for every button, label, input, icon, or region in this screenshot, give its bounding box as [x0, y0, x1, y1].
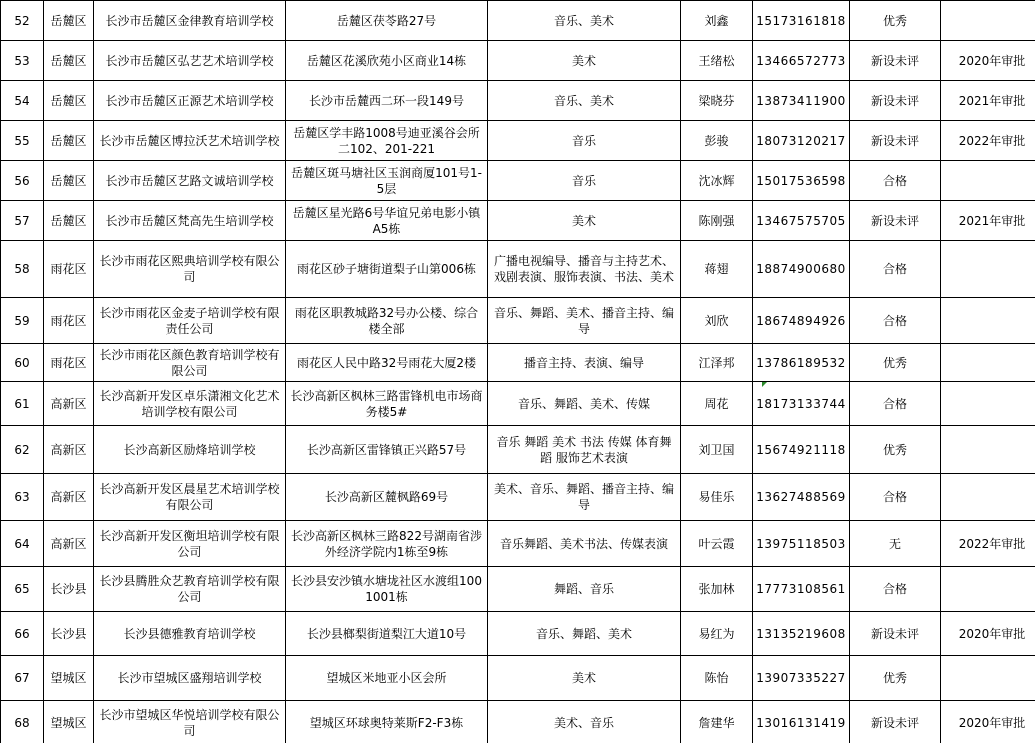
cell-contact: 陈刚强 [681, 201, 753, 241]
cell-subjects: 音乐 [488, 161, 681, 201]
cell-address: 长沙高新区枫林三路雷锋机电市场商务楼5# [286, 382, 488, 426]
cell-rating: 新设未评 [850, 201, 941, 241]
cell-rating: 优秀 [850, 426, 941, 474]
cell-school: 长沙市雨花区颜色教育培训学校有限公司 [94, 344, 286, 382]
table-row [1, 81, 1035, 121]
cell-contact: 张加林 [681, 567, 753, 612]
cell-note: 2020年审批 [941, 701, 1035, 743]
cell-school: 长沙市雨花区熙典培训学校有限公司 [94, 241, 286, 298]
cell-no: 68 [1, 701, 44, 743]
cell-no: 54 [1, 81, 44, 121]
cell-contact: 王绪松 [681, 41, 753, 81]
cell-school: 长沙市岳麓区博拉沃艺术培训学校 [94, 121, 286, 161]
cell-note [941, 1, 1035, 41]
cell-school: 长沙高新区励烽培训学校 [94, 426, 286, 474]
cell-contact: 周花 [681, 382, 753, 426]
cell-address: 长沙县榔梨街道梨江大道10号 [286, 612, 488, 656]
cell-address: 长沙高新区麓枫路69号 [286, 474, 488, 521]
table-row [1, 344, 1035, 382]
cell-note [941, 344, 1035, 382]
cell-subjects: 美术 [488, 41, 681, 81]
cell-subjects: 音乐 [488, 121, 681, 161]
cell-subjects: 美术 [488, 656, 681, 701]
cell-subjects: 音乐、舞蹈、美术 [488, 612, 681, 656]
table-row [1, 241, 1035, 298]
cell-phone: 13786189532 [753, 344, 850, 382]
cell-no: 56 [1, 161, 44, 201]
cell-district: 岳麓区 [44, 81, 94, 121]
cell-contact: 叶云霞 [681, 521, 753, 567]
cell-no: 58 [1, 241, 44, 298]
table-row [1, 1, 1035, 41]
cell-note [941, 474, 1035, 521]
cell-rating: 新设未评 [850, 41, 941, 81]
table-row [1, 426, 1035, 474]
cell-subjects: 播音主持、表演、编导 [488, 344, 681, 382]
cell-subjects: 广播电视编导、播音与主持艺术、戏剧表演、服饰表演、书法、美术 [488, 241, 681, 298]
cell-district: 岳麓区 [44, 201, 94, 241]
cell-district: 高新区 [44, 521, 94, 567]
cell-subjects: 音乐、舞蹈、美术、播音主持、编导 [488, 298, 681, 344]
cell-school: 长沙高新开发区晨星艺术培训学校有限公司 [94, 474, 286, 521]
cell-no: 52 [1, 1, 44, 41]
table-row [1, 567, 1035, 612]
cell-school: 长沙高新开发区卓乐潇湘文化艺术培训学校有限公司 [94, 382, 286, 426]
cell-phone: 13907335227 [753, 656, 850, 701]
cell-rating: 合格 [850, 298, 941, 344]
table-row [1, 382, 1035, 426]
cell-note [941, 567, 1035, 612]
cell-address: 雨花区职教城路32号办公楼、综合楼全部 [286, 298, 488, 344]
cell-district: 雨花区 [44, 298, 94, 344]
cell-note [941, 161, 1035, 201]
cell-contact: 刘鑫 [681, 1, 753, 41]
cell-district: 雨花区 [44, 241, 94, 298]
cell-rating: 合格 [850, 567, 941, 612]
table-row [1, 298, 1035, 344]
cell-district: 高新区 [44, 474, 94, 521]
cell-no: 55 [1, 121, 44, 161]
cell-phone: 15674921118 [753, 426, 850, 474]
cell-district: 雨花区 [44, 344, 94, 382]
cell-school: 长沙市岳麓区艺路文诚培训学校 [94, 161, 286, 201]
cell-rating: 合格 [850, 382, 941, 426]
cell-phone: 13135219608 [753, 612, 850, 656]
cell-rating: 合格 [850, 161, 941, 201]
cell-phone: 13975118503 [753, 521, 850, 567]
cell-school: 长沙市岳麓区梵高先生培训学校 [94, 201, 286, 241]
cell-no: 65 [1, 567, 44, 612]
cell-district: 望城区 [44, 701, 94, 743]
cell-district: 岳麓区 [44, 161, 94, 201]
cell-contact: 詹建华 [681, 701, 753, 743]
cell-phone: 15173161818 [753, 1, 850, 41]
cell-note [941, 382, 1035, 426]
cell-school: 长沙市岳麓区正源艺术培训学校 [94, 81, 286, 121]
table-row [1, 201, 1035, 241]
cell-no: 67 [1, 656, 44, 701]
cell-no: 66 [1, 612, 44, 656]
cell-note: 2021年审批 [941, 81, 1035, 121]
cell-note [941, 241, 1035, 298]
table-row [1, 161, 1035, 201]
cell-rating: 合格 [850, 474, 941, 521]
cell-contact: 易红为 [681, 612, 753, 656]
cell-address: 长沙高新区枫林三路822号湖南省涉外经济学院内1栋至9栋 [286, 521, 488, 567]
cell-school: 长沙县腾胜众艺教育培训学校有限公司 [94, 567, 286, 612]
cell-district: 望城区 [44, 656, 94, 701]
cell-district: 高新区 [44, 426, 94, 474]
cell-school: 长沙县德雅教育培训学校 [94, 612, 286, 656]
cell-no: 61 [1, 382, 44, 426]
cell-contact: 刘卫国 [681, 426, 753, 474]
cell-contact: 易佳乐 [681, 474, 753, 521]
cell-address: 雨花区人民中路32号雨花大厦2楼 [286, 344, 488, 382]
cell-subjects: 美术、音乐 [488, 701, 681, 743]
cell-contact: 刘欣 [681, 298, 753, 344]
cell-address: 长沙县安沙镇水塘垅社区水渡组1001001栋 [286, 567, 488, 612]
cell-contact: 蒋翅 [681, 241, 753, 298]
cell-district: 岳麓区 [44, 121, 94, 161]
cell-school: 长沙市望城区盛翔培训学校 [94, 656, 286, 701]
cell-rating: 新设未评 [850, 612, 941, 656]
cell-phone: 13016131419 [753, 701, 850, 743]
cell-address: 望城区环球奥特莱斯F2-F3栋 [286, 701, 488, 743]
cell-contact: 江泽邦 [681, 344, 753, 382]
cell-district: 长沙县 [44, 567, 94, 612]
cell-note: 2020年审批 [941, 41, 1035, 81]
table-row [1, 474, 1035, 521]
cell-no: 60 [1, 344, 44, 382]
cell-address: 雨花区砂子塘街道梨子山第006栋 [286, 241, 488, 298]
cell-contact: 陈怡 [681, 656, 753, 701]
cell-subjects: 音乐、舞蹈、美术、传媒 [488, 382, 681, 426]
cell-phone: 13467575705 [753, 201, 850, 241]
cell-subjects: 音乐 舞蹈 美术 书法 传媒 体育舞蹈 服饰艺术表演 [488, 426, 681, 474]
cell-school: 长沙市雨花区金麦子培训学校有限责任公司 [94, 298, 286, 344]
cell-no: 57 [1, 201, 44, 241]
cell-school: 长沙市望城区华悦培训学校有限公司 [94, 701, 286, 743]
cell-note [941, 426, 1035, 474]
cell-phone: 13466572773 [753, 41, 850, 81]
table-row [1, 41, 1035, 81]
table-row [1, 612, 1035, 656]
table-row [1, 521, 1035, 567]
cell-address: 岳麓区茯苓路27号 [286, 1, 488, 41]
cell-rating: 优秀 [850, 344, 941, 382]
cell-phone: 18874900680 [753, 241, 850, 298]
cell-address: 岳麓区学丰路1008号迪亚溪谷会所二102、201-221 [286, 121, 488, 161]
cell-rating: 新设未评 [850, 81, 941, 121]
cell-note: 2022年审批 [941, 121, 1035, 161]
cell-rating: 优秀 [850, 656, 941, 701]
cell-address: 长沙市岳麓西二环一段149号 [286, 81, 488, 121]
cell-address: 岳麓区星光路6号华谊兄弟电影小镇A5栋 [286, 201, 488, 241]
cell-no: 59 [1, 298, 44, 344]
cell-phone: 13873411900 [753, 81, 850, 121]
cell-note: 2020年审批 [941, 612, 1035, 656]
cell-note [941, 656, 1035, 701]
table-row [1, 656, 1035, 701]
table-body [1, 1, 1035, 743]
cell-phone: 17773108561 [753, 567, 850, 612]
cell-address: 岳麓区花溪欣苑小区商业14栋 [286, 41, 488, 81]
cell-phone: 15017536598 [753, 161, 850, 201]
cell-subjects: 美术、音乐、舞蹈、播音主持、编导 [488, 474, 681, 521]
cell-rating: 优秀 [850, 1, 941, 41]
cell-phone: 18073120217 [753, 121, 850, 161]
cell-no: 62 [1, 426, 44, 474]
cell-no: 64 [1, 521, 44, 567]
cell-phone: 18173133744 [753, 382, 850, 426]
cell-school: 长沙高新开发区衡坦培训学校有限公司 [94, 521, 286, 567]
cell-subjects: 音乐舞蹈、美术书法、传媒表演 [488, 521, 681, 567]
cell-district: 高新区 [44, 382, 94, 426]
cell-contact: 梁晓芬 [681, 81, 753, 121]
cell-subjects: 音乐、美术 [488, 81, 681, 121]
cell-rating: 无 [850, 521, 941, 567]
cell-address: 岳麓区斑马塘社区玉润商厦101号1-5层 [286, 161, 488, 201]
cell-rating: 新设未评 [850, 701, 941, 743]
cell-school: 长沙市岳麓区金律教育培训学校 [94, 1, 286, 41]
table-row [1, 121, 1035, 161]
cell-subjects: 美术 [488, 201, 681, 241]
cell-phone: 18674894926 [753, 298, 850, 344]
cell-district: 长沙县 [44, 612, 94, 656]
cell-contact: 沈冰辉 [681, 161, 753, 201]
cell-no: 63 [1, 474, 44, 521]
cell-contact: 彭骏 [681, 121, 753, 161]
cell-address: 长沙高新区雷锋镇正兴路57号 [286, 426, 488, 474]
cell-note: 2021年审批 [941, 201, 1035, 241]
cell-note [941, 298, 1035, 344]
cell-address: 望城区米地亚小区会所 [286, 656, 488, 701]
cell-comment-marker [762, 382, 767, 387]
cell-district: 岳麓区 [44, 1, 94, 41]
cell-note: 2022年审批 [941, 521, 1035, 567]
cell-district: 岳麓区 [44, 41, 94, 81]
cell-subjects: 音乐、美术 [488, 1, 681, 41]
cell-school: 长沙市岳麓区弘艺艺术培训学校 [94, 41, 286, 81]
cell-no: 53 [1, 41, 44, 81]
table-row [1, 701, 1035, 743]
cell-rating: 新设未评 [850, 121, 941, 161]
cell-phone: 13627488569 [753, 474, 850, 521]
cell-subjects: 舞蹈、音乐 [488, 567, 681, 612]
cell-rating: 合格 [850, 241, 941, 298]
